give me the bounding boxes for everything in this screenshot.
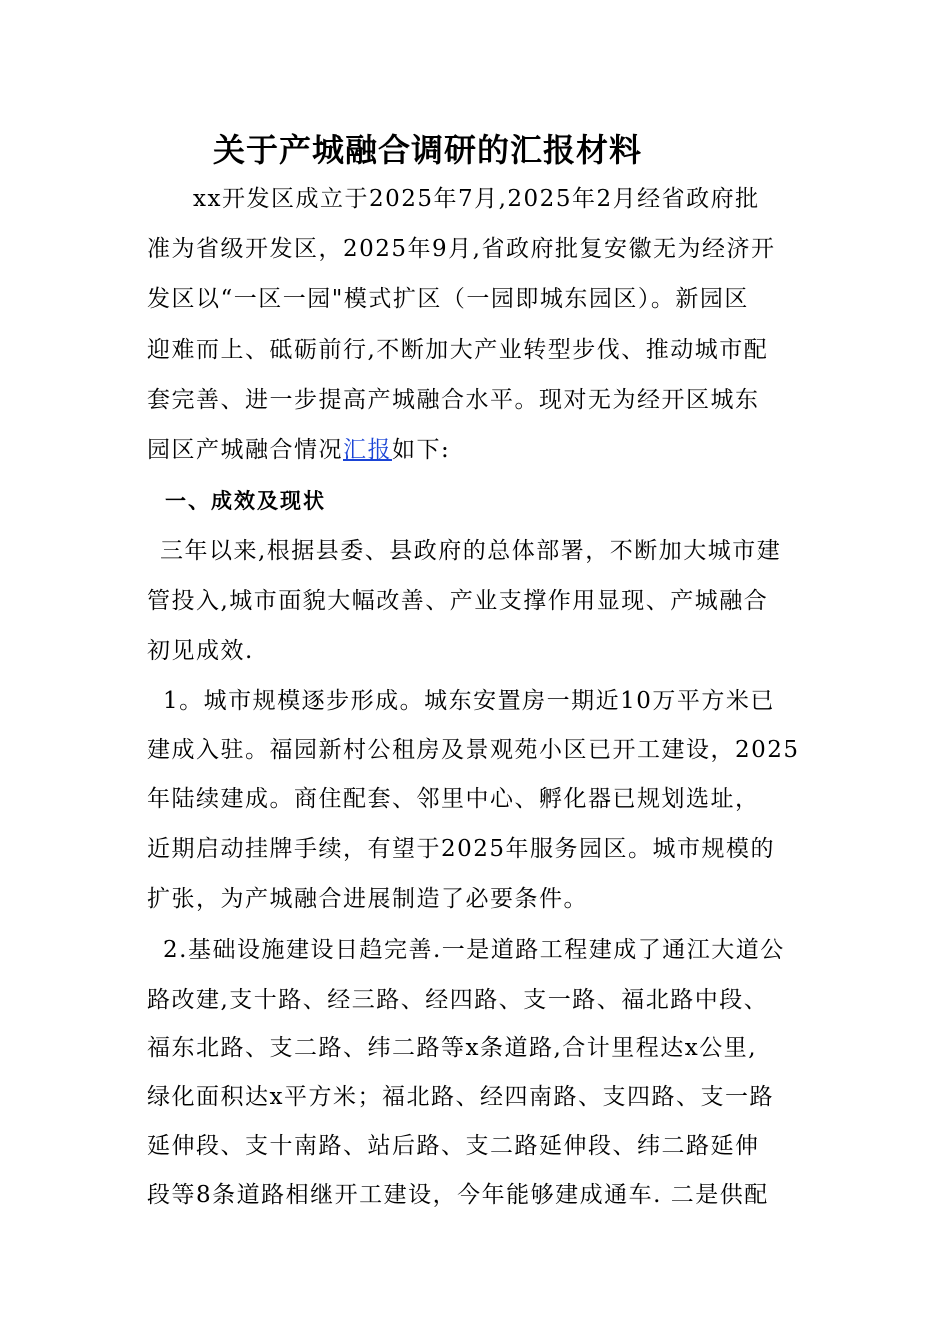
paragraph-line: 准为省级开发区，2025年9月,省政府批复安徽无为经济开 — [147, 236, 776, 262]
paragraph-line: xx开发区成立于2025年7月,2025年2月经省政府批 — [193, 186, 760, 212]
paragraph-line: 管投入,城市面貌大幅改善、产业支撑作用显现、产城融合 — [147, 588, 769, 614]
paragraph-line: 年陆续建成。商住配套、邻里中心、孵化器已规划选址， — [147, 786, 760, 812]
paragraph-line: 2.基础设施建设日趋完善.一是道路工程建成了通江大道公 — [163, 937, 785, 963]
paragraph-line: 路改建,支十路、经三路、经四路、支一路、福北路中段、 — [147, 987, 769, 1013]
paragraph-line: 扩张，为产城融合进展制造了必要条件。 — [147, 886, 588, 912]
paragraph-line: 绿化面积达x平方米；福北路、经四南路、支四路、支一路 — [147, 1084, 774, 1110]
document-title: 关于产城融合调研的汇报材料 — [213, 131, 643, 169]
paragraph-line: 段等8条道路相继开工建设，今年能够建成通车. 二是供配 — [147, 1182, 769, 1208]
paragraph-line: 初见成效. — [147, 638, 254, 664]
report-link[interactable]: 汇报 — [343, 437, 392, 463]
paragraph-line: 套完善、进一步提高产城融合水平。现对无为经开区城东 — [147, 387, 760, 413]
paragraph-text: 如下: — [392, 437, 451, 463]
paragraph-line: 三年以来,根据县委、县政府的总体部署，不断加大城市建 — [160, 538, 782, 564]
paragraph-line: 近期启动挂牌手续，有望于2025年服务园区。城市规模的 — [147, 836, 776, 862]
paragraph-line: 延伸段、支十南路、站后路、支二路延伸段、纬二路延伸 — [147, 1133, 760, 1159]
paragraph-line: 福东北路、支二路、纬二路等x条道路,合计里程达x公里, — [147, 1035, 758, 1061]
paragraph-line: 建成入驻。福园新村公租房及景观苑小区已开工建设，2025 — [147, 737, 800, 763]
paragraph-line: 1。城市规模逐步形成。城东安置房一期近10万平方米已 — [163, 688, 775, 714]
paragraph-text: 园区产城融合情况 — [147, 437, 343, 463]
paragraph-line: 发区以“一区一园"模式扩区（一园即城东园区）。新园区 — [147, 286, 749, 312]
section-heading: 一、成效及现状 — [165, 488, 326, 513]
paragraph-line: 迎难而上、砥砺前行,不断加大产业转型步伐、推动城市配 — [147, 337, 769, 363]
paragraph-line — [147, 433, 450, 467]
